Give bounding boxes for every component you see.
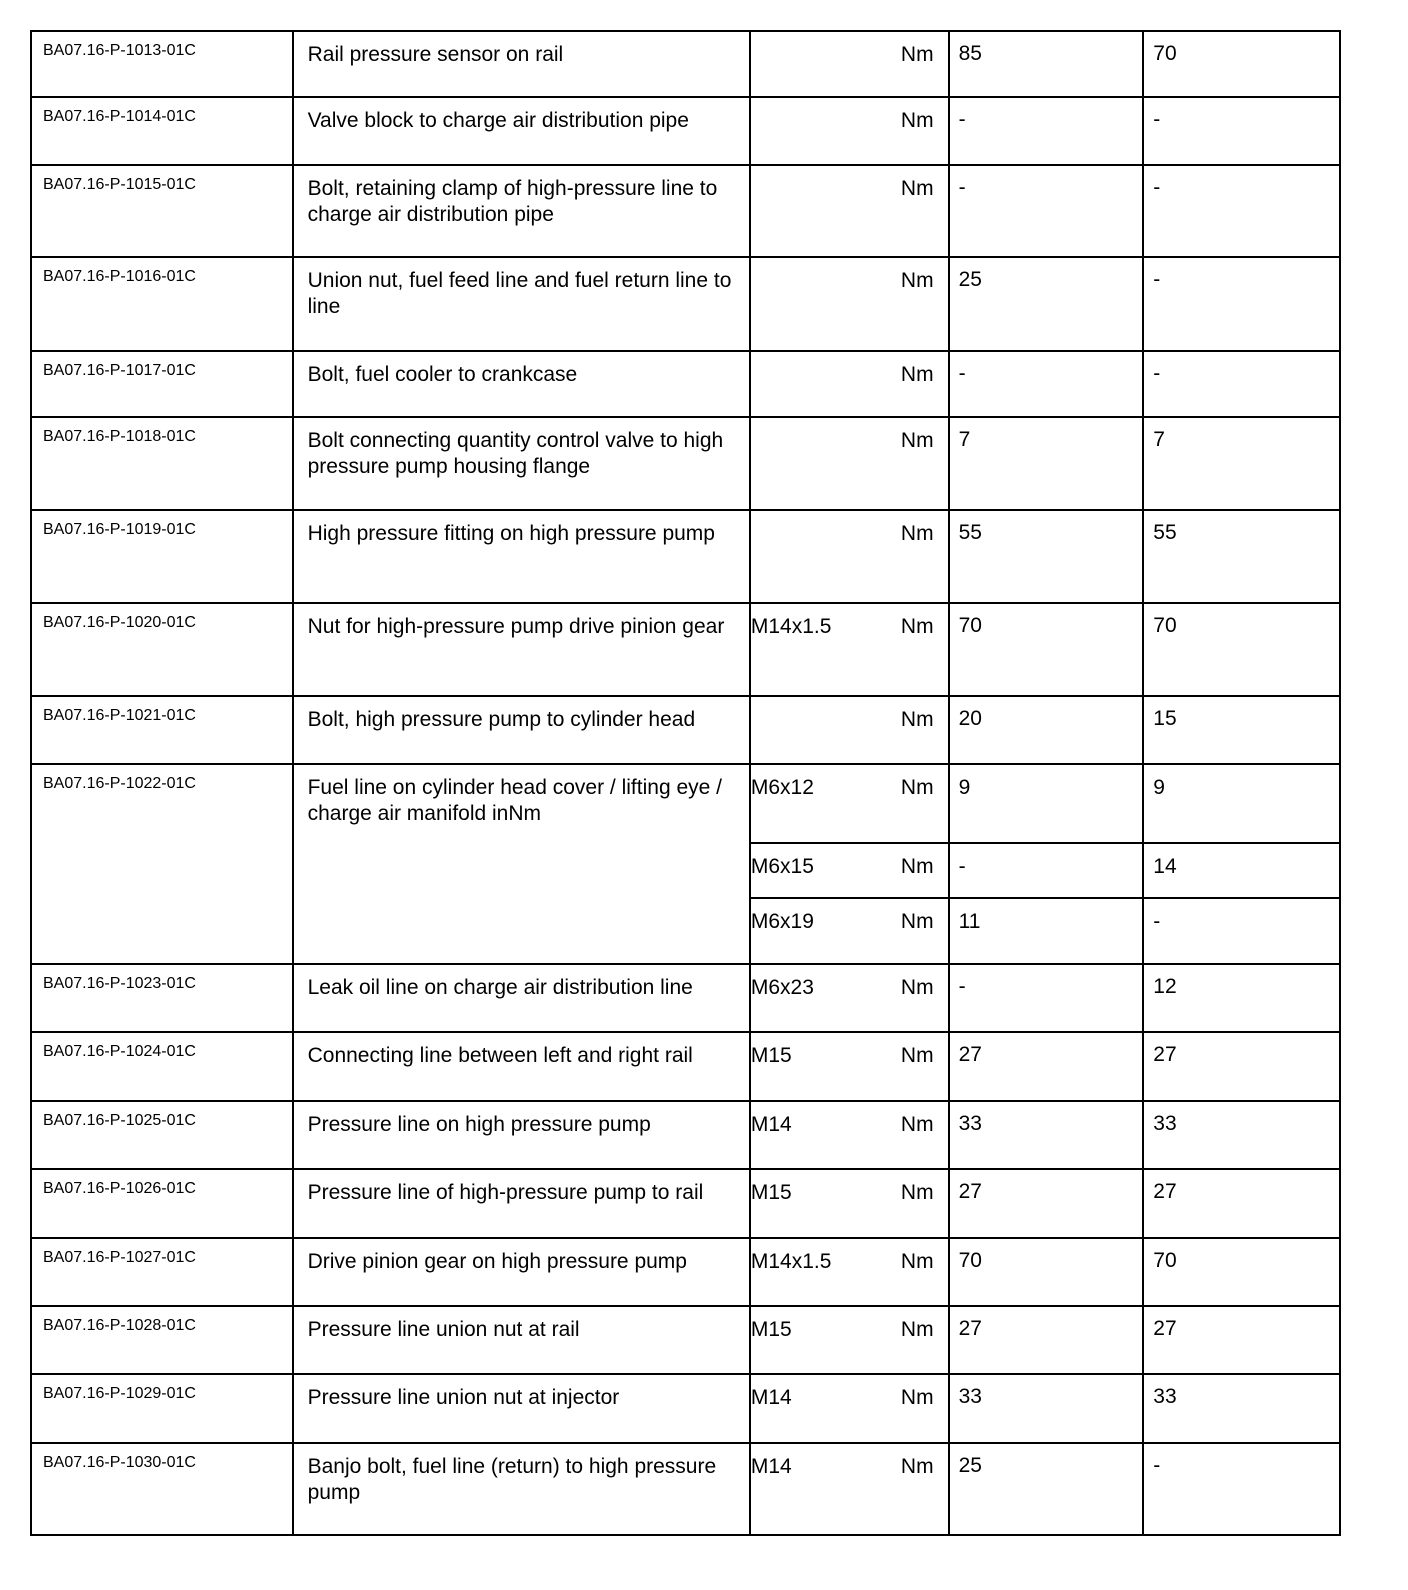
table-row — [31, 1238, 1340, 1306]
thread-unit-cell — [750, 97, 949, 165]
torque-value-1: 11 — [950, 897, 1143, 963]
torque-value-2: 55 — [1143, 510, 1340, 603]
thread-size — [751, 362, 897, 388]
unit-label: Nm — [900, 776, 934, 799]
thread-unit-cell — [750, 165, 949, 257]
description-text: Drive pinion gear on high pressure pump — [307, 1250, 687, 1273]
torque-value-2: 33 — [1143, 1374, 1340, 1443]
thread-unit-cell — [750, 696, 949, 764]
thread-unit-line — [751, 1102, 948, 1138]
torque-value-1: 33 — [949, 1101, 1144, 1169]
torque-value-1: 9 — [958, 776, 971, 799]
part-code-cell: BA07.16-P-1024-01C — [31, 1032, 293, 1101]
unit-label: Nm — [900, 363, 934, 386]
thread-size: M15 — [750, 1181, 792, 1204]
torque-value-2: 9 — [1153, 776, 1165, 799]
thread-unit-cell — [750, 1443, 949, 1535]
unit-label: Nm — [900, 1386, 934, 1409]
description-cell — [293, 1306, 750, 1374]
torque-value-1: - — [949, 351, 1144, 417]
table-row — [31, 1374, 1340, 1443]
torque-value-2: 70 — [1143, 603, 1340, 696]
table-row — [31, 1443, 1340, 1535]
description-text: Bolt connecting quantity control valve to high pressure pump housing flange — [307, 429, 724, 478]
thread-unit-line — [751, 32, 948, 68]
torque-value-2: - — [1143, 351, 1340, 417]
thread-unit-cell — [750, 764, 949, 964]
unit-label: Nm — [900, 43, 934, 66]
torque-value-1: 20 — [949, 696, 1144, 764]
torque-value-2: 27 — [1143, 1306, 1340, 1374]
table-row — [31, 165, 1340, 257]
thread-size — [751, 108, 897, 134]
description-text: Pressure line union nut at injector — [307, 1386, 620, 1409]
unit-label: Nm — [900, 1113, 934, 1136]
thread-unit-line — [751, 166, 948, 202]
thread-unit-line — [751, 418, 948, 454]
thread-unit-line — [751, 765, 948, 842]
description-text: Rail pressure sensor on rail — [307, 43, 564, 66]
thread-size: M6x19 — [750, 910, 814, 933]
torque-value-1: - — [950, 842, 1143, 897]
description-text: Leak oil line on charge air distribution line — [307, 976, 693, 999]
part-code-cell: BA07.16-P-1013-01C — [31, 31, 293, 97]
description-cell — [293, 603, 750, 696]
torque-value-2: - — [1143, 97, 1340, 165]
torque-value-2: 15 — [1143, 696, 1340, 764]
description-text: Banjo bolt, fuel line (return) to high pressure pump — [307, 1455, 717, 1504]
description-cell — [293, 97, 750, 165]
part-code-cell: BA07.16-P-1026-01C — [31, 1169, 293, 1238]
description-cell — [293, 510, 750, 603]
thread-size: M14x1.5 — [750, 1250, 832, 1273]
thread-unit-line — [751, 258, 948, 294]
torque-value-2: - — [1144, 897, 1339, 963]
description-cell — [293, 1169, 750, 1238]
thread-size — [751, 707, 897, 733]
description-cell — [293, 1101, 750, 1169]
thread-size: M14 — [750, 1455, 792, 1478]
table-row — [31, 1101, 1340, 1169]
description-cell — [293, 764, 750, 964]
unit-label: Nm — [900, 109, 934, 132]
thread-unit-line — [751, 1307, 948, 1343]
table-body — [31, 31, 1340, 1535]
torque-value-1: - — [949, 165, 1144, 257]
unit-label: Nm — [900, 177, 934, 200]
torque-value-1: 85 — [949, 31, 1144, 97]
torque-value-1: 55 — [949, 510, 1144, 603]
thread-unit-line — [751, 98, 948, 134]
thread-size — [751, 176, 897, 202]
thread-unit-cell — [750, 31, 949, 97]
torque-value-1: - — [949, 964, 1144, 1032]
thread-size: M6x12 — [750, 776, 814, 799]
description-text: Pressure line of high-pressure pump to rail — [307, 1181, 704, 1204]
table-row — [31, 97, 1340, 165]
thread-unit-cell — [750, 1374, 949, 1443]
thread-size — [751, 42, 897, 68]
unit-label: Nm — [900, 1318, 934, 1341]
thread-unit-line — [751, 352, 948, 388]
description-cell — [293, 1374, 750, 1443]
unit-label: Nm — [900, 522, 934, 545]
thread-size: M6x23 — [750, 976, 814, 999]
part-code-cell: BA07.16-P-1017-01C — [31, 351, 293, 417]
thread-unit-cell — [750, 351, 949, 417]
table-row — [31, 417, 1340, 510]
description-text: Pressure line union nut at rail — [307, 1318, 580, 1341]
thread-size: M15 — [750, 1044, 792, 1067]
description-text: Pressure line on high pressure pump — [307, 1113, 651, 1136]
unit-label: Nm — [900, 708, 934, 731]
description-cell — [293, 1443, 750, 1535]
thread-unit-line — [751, 842, 948, 897]
thread-unit-line — [751, 1375, 948, 1411]
torque-value-1: 25 — [949, 1443, 1144, 1535]
thread-unit-cell — [750, 1169, 949, 1238]
table-row — [31, 1169, 1340, 1238]
table-row — [31, 1306, 1340, 1374]
thread-size — [751, 268, 897, 294]
thread-unit-line — [751, 1239, 948, 1275]
thread-unit-cell — [750, 510, 949, 603]
torque-value-2: - — [1143, 165, 1340, 257]
torque-value-2: - — [1143, 257, 1340, 351]
part-code-cell: BA07.16-P-1029-01C — [31, 1374, 293, 1443]
description-cell — [293, 257, 750, 351]
part-code-cell: BA07.16-P-1030-01C — [31, 1443, 293, 1535]
torque-value-1: 70 — [949, 603, 1144, 696]
part-code-cell: BA07.16-P-1015-01C — [31, 165, 293, 257]
thread-size: M14 — [750, 1113, 792, 1136]
part-code-cell: BA07.16-P-1021-01C — [31, 696, 293, 764]
description-cell — [293, 31, 750, 97]
description-cell — [293, 1238, 750, 1306]
thread-unit-cell — [750, 1032, 949, 1101]
torque-spec-table — [30, 30, 1341, 1536]
torque-value-1: 33 — [949, 1374, 1144, 1443]
part-code-cell: BA07.16-P-1016-01C — [31, 257, 293, 351]
part-code-cell: BA07.16-P-1018-01C — [31, 417, 293, 510]
part-code-cell: BA07.16-P-1025-01C — [31, 1101, 293, 1169]
description-text: Union nut, fuel feed line and fuel return line to line — [307, 269, 732, 318]
unit-label: Nm — [900, 1181, 934, 1204]
description-text: High pressure fitting on high pressure pump — [307, 522, 715, 545]
part-code-cell: BA07.16-P-1028-01C — [31, 1306, 293, 1374]
table-row — [31, 1032, 1340, 1101]
thread-unit-line — [751, 965, 948, 1001]
description-text: Bolt, retaining clamp of high-pressure line to charge air distribution pipe — [307, 177, 718, 226]
unit-label: Nm — [900, 615, 934, 638]
thread-unit-line — [751, 604, 948, 640]
thread-size: M15 — [750, 1318, 792, 1341]
description-text: Connecting line between left and right rail — [307, 1044, 693, 1067]
thread-size — [751, 521, 897, 547]
part-code-cell: BA07.16-P-1014-01C — [31, 97, 293, 165]
description-text: Fuel line on cylinder head cover / lifting eye / charge air manifold inNm — [307, 776, 722, 825]
torque-value-2: 12 — [1143, 964, 1340, 1032]
thread-size — [751, 428, 897, 454]
unit-label: Nm — [900, 910, 934, 933]
torque-value-2: 33 — [1143, 1101, 1340, 1169]
thread-unit-line — [751, 1444, 948, 1480]
thread-unit-line — [751, 697, 948, 733]
thread-unit-cell — [750, 603, 949, 696]
unit-label: Nm — [900, 1044, 934, 1067]
unit-label: Nm — [900, 976, 934, 999]
description-text: Valve block to charge air distribution pipe — [307, 109, 689, 132]
description-text: Bolt, fuel cooler to crankcase — [307, 363, 578, 386]
part-code-cell: BA07.16-P-1023-01C — [31, 964, 293, 1032]
thread-unit-cell — [750, 1101, 949, 1169]
torque-value-2-cell — [1143, 764, 1340, 964]
torque-value-2: 70 — [1143, 1238, 1340, 1306]
thread-unit-line — [751, 897, 948, 963]
unit-label: Nm — [900, 269, 934, 292]
thread-unit-cell — [750, 1238, 949, 1306]
part-code-cell: BA07.16-P-1027-01C — [31, 1238, 293, 1306]
torque-value-1: 25 — [949, 257, 1144, 351]
torque-value-1: 7 — [949, 417, 1144, 510]
table-row — [31, 510, 1340, 603]
torque-value-2: 27 — [1143, 1169, 1340, 1238]
part-code-cell: BA07.16-P-1019-01C — [31, 510, 293, 603]
unit-label: Nm — [900, 855, 934, 878]
unit-label: Nm — [900, 1250, 934, 1273]
torque-value-2: 7 — [1143, 417, 1340, 510]
table-row — [31, 964, 1340, 1032]
torque-value-2: 14 — [1144, 842, 1339, 897]
thread-unit-line — [751, 1170, 948, 1206]
unit-label: Nm — [900, 429, 934, 452]
torque-value-1: - — [949, 97, 1144, 165]
description-cell — [293, 1032, 750, 1101]
thread-unit-cell — [750, 1306, 949, 1374]
table-row — [31, 257, 1340, 351]
description-cell — [293, 417, 750, 510]
unit-label: Nm — [900, 1455, 934, 1478]
thread-size: M14 — [750, 1386, 792, 1409]
description-text: Nut for high-pressure pump drive pinion gear — [307, 615, 725, 638]
table-row — [31, 31, 1340, 97]
thread-size: M6x15 — [750, 855, 814, 878]
torque-value-2: - — [1143, 1443, 1340, 1535]
description-text: Bolt, high pressure pump to cylinder head — [307, 708, 696, 731]
torque-value-2: 70 — [1143, 31, 1340, 97]
thread-size: M14x1.5 — [750, 615, 832, 638]
torque-value-1: 27 — [949, 1032, 1144, 1101]
thread-unit-cell — [750, 964, 949, 1032]
thread-unit-line — [751, 1033, 948, 1069]
part-code-cell: BA07.16-P-1020-01C — [31, 603, 293, 696]
thread-unit-cell — [750, 257, 949, 351]
table-row — [31, 696, 1340, 764]
torque-value-1: 27 — [949, 1169, 1144, 1238]
table-row — [31, 603, 1340, 696]
torque-value-1: 70 — [949, 1238, 1144, 1306]
torque-value-1: 27 — [949, 1306, 1144, 1374]
description-cell — [293, 351, 750, 417]
description-cell — [293, 165, 750, 257]
table-row — [31, 351, 1340, 417]
thread-unit-line — [751, 511, 948, 547]
torque-value-2: 27 — [1143, 1032, 1340, 1101]
description-cell — [293, 964, 750, 1032]
table-row — [31, 764, 1340, 964]
thread-unit-cell — [750, 417, 949, 510]
description-cell — [293, 696, 750, 764]
part-code-cell: BA07.16-P-1022-01C — [31, 764, 293, 964]
torque-value-1-cell — [949, 764, 1144, 964]
